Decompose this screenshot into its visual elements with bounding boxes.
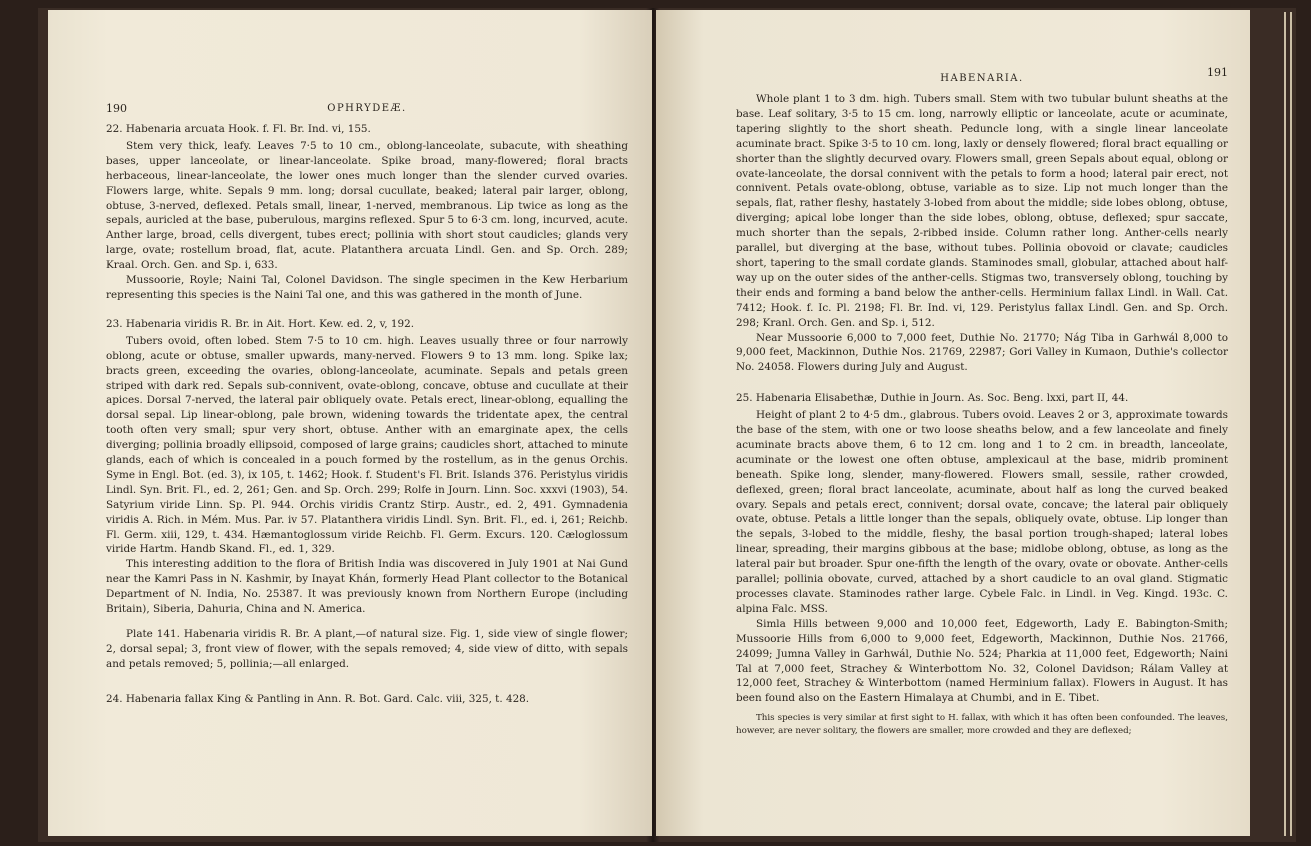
species-description: Stem very thick, leafy. Leaves 7·5 to 10 cm., oblong-lanceolate, subacute, with sheathing bases, upper lanceolate, or linear-lanceolate. Spike broad, many-flowered; floral bracts herbaceous, linear-lanceolate, the lower ones much longer than the slender curved ovaries. Flowers large, white. Sepals 9 mm. long; dorsal cucullate, beaked; lateral pair larger, oblong, obtuse, 3-nerved, deflexed. Petals small, linear, 1-nerved, membranous. Lip twice as long as the sepals, auricled at the base, puberulous, margins reflexed. Spur 5 to 6·3 cm. long, incurved, acute. Anther large, broad, cells divergent, tubes erect; pollinia with short stout caudicles; glands very large, ovate; rostellum broad, flat, acute. Platanthera arcuata Lindl. Gen. and Sp. Orch. 289; Kraal. Orch. Gen. and Sp. i, 633. <box>106 139 628 272</box>
locality-paragraph: Mussoorie, Royle; Naini Tal, Colonel Davidson. The single specimen in the Kew Herbarium representing this species is the Naini Tal one, and this was gathered in the month of June. <box>106 274 628 301</box>
species-description: Tubers ovoid, often lobed. Stem 7·5 to 10 cm. high. Leaves usually three or four narrowly oblong, acute or obtuse, smaller upwards, many-nerved. Flowers 9 to 13 mm. long. Spike lax; bracts green, exceeding the ovaries, oblong-lanceolate, acuminate. Sepals and petals green striped with dark red. Sepals sub-connivent, ovate-oblong, concave, obtuse and cucullate at their apices. Dorsal 7-nerved, the lateral pair obliquely ovate. Petals erect, linear-oblong, equalling the dorsal sepal. Lip linear-oblong, pale brown, widening towards the tridentate apex, the central tooth often very small; spur very short, obtuse. Anther with an emarginate apex, the cells diverging; pollinia broadly ellipsoid, composed of large grains; caudicles short, attached to minute glands, each of which is concealed in a pouch formed by the rostellum, as in the genus Orchis. Syme in Engl. Bot. (ed. 3), ix 105, t. 1462; Hook. f. Student's Fl. Brit. Islands 376. Peristylus viridis Lindl. Syn. Brit. Fl., ed. 2, 261; Gen. and Sp. Orch. 299; Rolfe in Journ. Linn. Soc. xxxvi (1903), 54. Satyrium viride Linn. Sp. Pl. 944. Orchis viridis Crantz Stirp. Austr., ed. 2, 491. Gymnadenia viridis A. Rich. in Mém. Mus. Par. iv 57. Platanthera viridis Lindl. Syn. Brit. Fl., ed. i, 261; Reichb. Fl. Germ. xiii, 129, t. 434. Hæmantoglossum viride Reichb. Fl. Germ. Excurs. 120. Cæloglossum viride Hartm. Handb Skand. Fl., ed. 1, 329. <box>106 334 628 556</box>
species-description: Whole plant 1 to 3 dm. high. Tubers small. Stem with two tubular bulunt sheaths at the base. Leaf solitary, 3·5 to 15 cm. long, narrowly elliptic or lanceolate, acute or acuminate, tapering slightly to the short sheath. Peduncle long, with a single linear lanceolate acuminate bract. Spike 3·5 to 10 cm. long, laxly or densely flowered; floral bract equalling or shorter than the slightly decurved ovary. Flowers small, green Sepals about equal, oblong or ovate-lanceolate, the dorsal connivent with the petals to form a hood; lateral pair erect, not connivent. Petals ovate-oblong, obtuse, variable as to size. Lip not much longer than the sepals, flat, rather fleshy, hastately 3-lobed from about the middle; side lobes oblong, obtuse, diverging; apical lobe longer than the side lobes, oblong, obtuse, deflexed; spur saccate, much shorter than the sepals, 2-ribbed inside. Column rather long. Anther-cells nearly parallel, but diverging at the base, without tubes. Pollinia obovoid or clavate; caudicles short, tapering to the small cordate glands. Staminodes small, globular, attached about half-way up on the outer sides of the anther-cells. Stigmas two, transversely oblong, touching by their ends and forming a band below the anther-cells. Herminium fallax Lindl. in Wall. Cat. 7412; Hook. f. Ic. Pl. 2198; Fl. Br. Ind. vi, 129. Peristylus fallax Lindl. Gen. and Sp. Orch. 298; Kranl. Orch. Gen. and Sp. i, 512. <box>736 93 1228 329</box>
species-heading: 22. Habenaria arcuata Hook. f. Fl. Br. Ind. vi, 155. <box>106 123 371 135</box>
running-header <box>106 102 628 122</box>
page-number: 190 <box>106 102 127 115</box>
species-heading: 24. Habenaria fallax King & Pantling in Ann. R. Bot. Gard. Calc. viii, 325, t. 428. <box>106 692 530 705</box>
running-head-title: HABENARIA. <box>940 73 1024 84</box>
species-heading: 25. Habenaria Elisabethæ, Duthie in Journ. As. Soc. Beng. lxxi, part II, 44. <box>736 392 1129 405</box>
right-page <box>656 10 1250 836</box>
running-head-title: OPHRYDEÆ. <box>327 103 407 114</box>
species-description: Height of plant 2 to 4·5 dm., glabrous. Tubers ovoid. Leaves 2 or 3, approximate towards the base of the stem, with one or two loose sheaths below, and a few lanceolate and finely acuminate bracts above them, 6 to 12 cm. long and 1 to 2 cm. in breadth, lanceolate, acuminate or the lowest one often obtuse, amplexicaul at the base, midrib prominent beneath. Spike long, slender, many-flowered. Flowers small, sessile, rather crowded, deflexed, green; floral bract lanceolate, acuminate, about half as long the curved beaked ovary. Sepals and petals erect, connivent; dorsal ovate, concave; the lateral pair obliquely ovate, obtuse. Petals a little longer than the sepals, obliquely ovate, obtuse. Lip longer than the sepals, 3-lobed to the middle, fleshy, the basal portion trough-shaped; lateral lobes linear, spreading, their margins gibbous at the base; midlobe oblong, obtuse, as long as the lateral pair but broader. Spur one-fifth the length of the ovary, ovate or obovate. Anther-cells parallel; pollinia obovate, curved, attached by a short caudicle to an oval gland. Stigmatic processes clavate. Staminodes rather large. Cybele Falc. in Lindl. in Veg. Kingd. 193c. C. alpina Falc. MSS. <box>736 409 1228 615</box>
plate-caption: Plate 141. Habenaria viridis R. Br. A plant,—of natural size. Fig. 1, side view of single flower; 2, dorsal sepal; 3, front view of flower, with the sepals removed; 4, side view of ditto, with sepals and petals removed; 5, pollinia;—all enlarged. <box>106 628 628 670</box>
page-number: 191 <box>1207 66 1228 79</box>
locality-paragraph: Simla Hills between 9,000 and 10,000 feet, Edgeworth, Lady E. Babington-Smith; Mussoorie Hills from 6,000 to 9,000 feet, Edgeworth, Mackinnon, Duthie Nos. 21766, 24099; Jumna Valley in Garhwál, Duthie No. 524; Pharkia at 11,000 feet, Edgeworth; Naini Tal at 7,000 feet, Strachey & Winterbottom No. 32, Colonel Davidson; Rálam Valley at 12,000 feet, Strachey & Winterbottom (named Herminium fallax). Flowers in August. It has been found also on the Eastern Himalaya at Chumbi, and in E. Tibet. <box>736 617 1228 705</box>
locality-paragraph: Near Mussoorie 6,000 to 7,000 feet, Duthie No. 21770; Nág Tiba in Garhwál 8,000 to 9,000 feet, Mackinnon, Duthie Nos. 21769, 22987; Gori Valley in Kumaon, Duthie's collector No. 24058. Flowers during July and August. <box>736 331 1228 374</box>
locality-paragraph: This interesting addition to the flora of British India was discovered in July 1901 at Nai Gund near the Kamri Pass in N. Kashmir, by Inayat Khán, formerly Head Plant collector to the Botanical Department of N. India, No. 25387. It was previously known from Northern Europe (including Britain), Siberia, Dahuria, China and N. America. <box>106 558 628 616</box>
species-heading: 23. Habenaria viridis R. Br. in Ait. Hort. Kew. ed. 2, v, 192. <box>106 317 415 330</box>
running-header <box>736 66 1228 92</box>
page-edge <box>1290 12 1292 836</box>
footnote-text: This species is very similar at first sight to H. fallax, with which it has often been confounded. The leaves, however, are never solitary, the flowers are smaller, more crowded and they are deflexed; <box>736 713 1228 736</box>
page-edge <box>1284 12 1286 836</box>
left-page <box>48 10 652 836</box>
